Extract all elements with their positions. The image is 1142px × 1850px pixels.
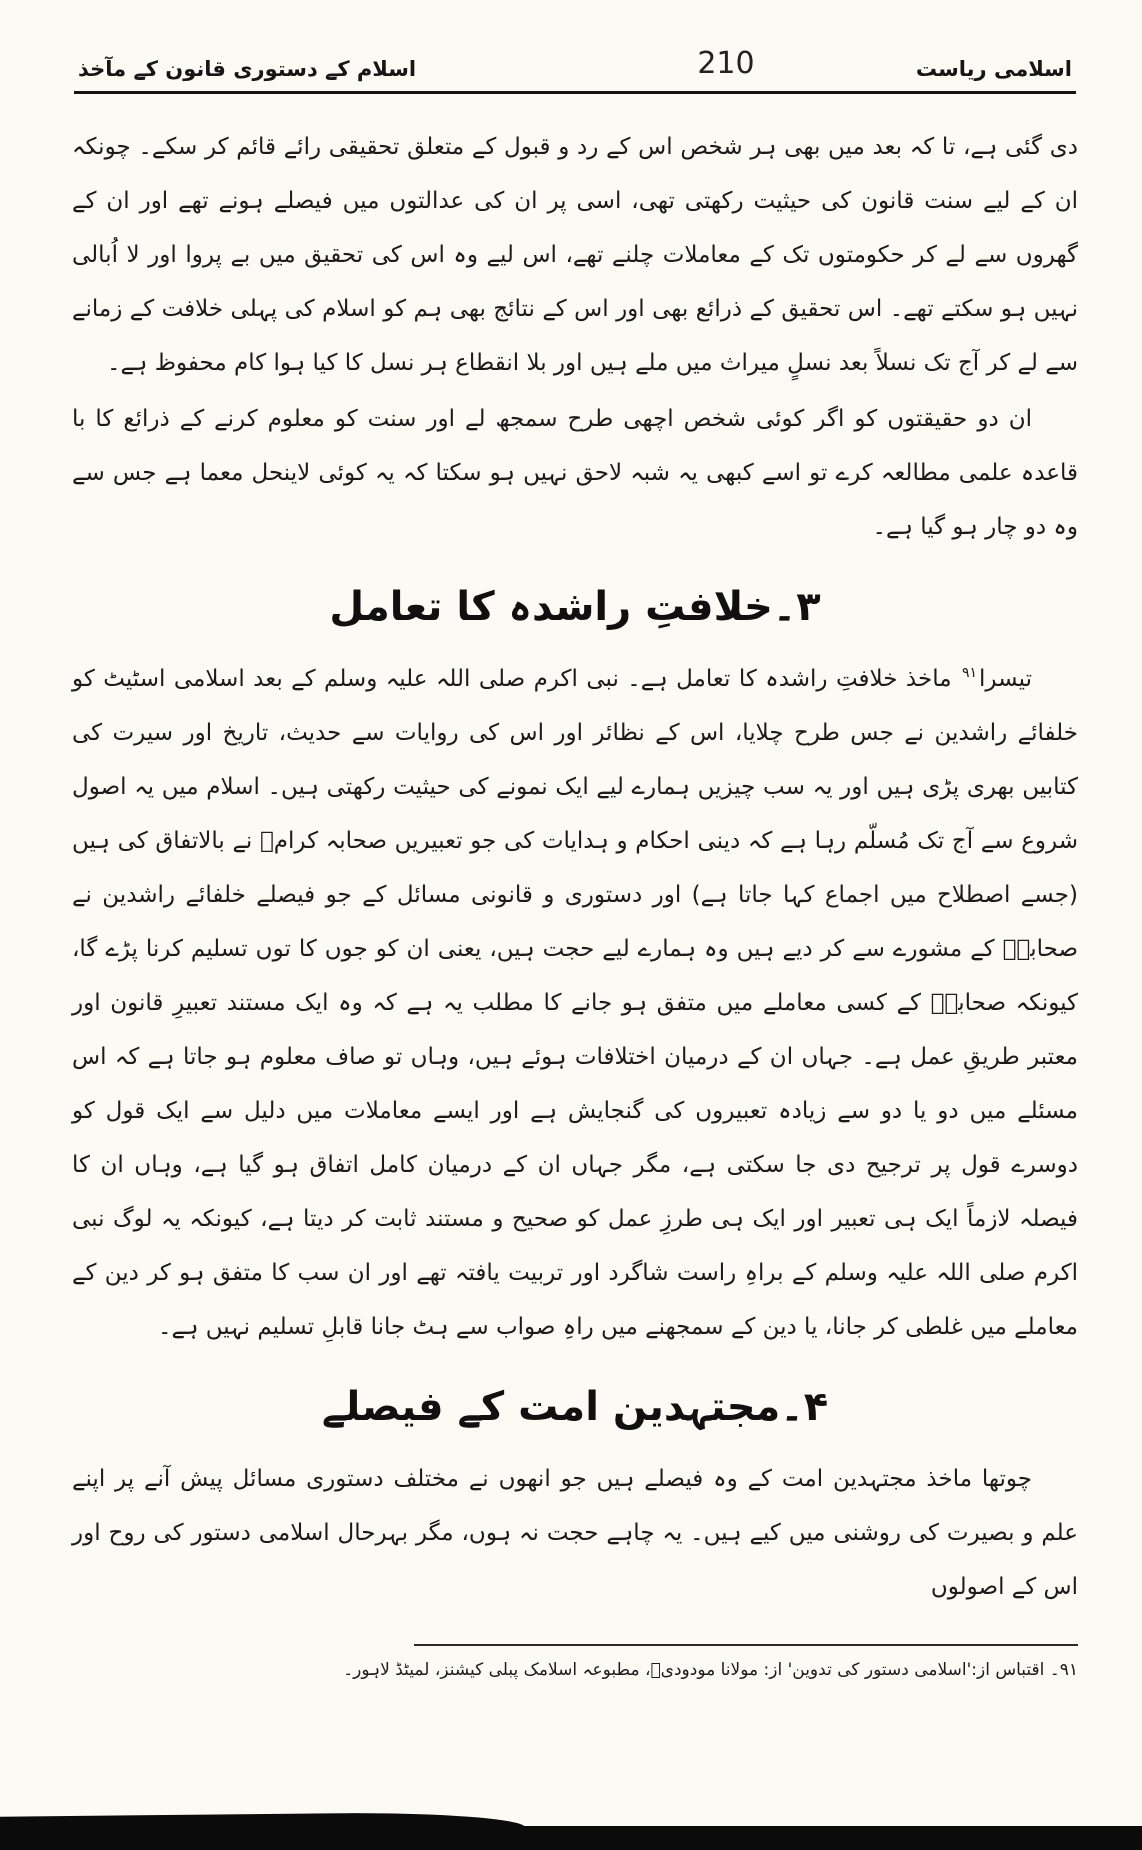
footnote-separator — [414, 1644, 1078, 1646]
header-rule — [74, 91, 1076, 94]
paragraph-2: ان دو حقیقتوں کو اگر کوئی شخص اچھی طرح سمجھ لے اور سنت کو معلوم کرنے کے ذرائع کا با قاعدہ علمی مطالعہ کرے تو اسے کبھی یہ شبہ لاحق نہیں ہو سکتا کہ یہ کوئی لاینحل معما ہے جس سے وہ دو چار ہو گیا ہے۔ — [72, 406, 1078, 540]
footnote-marker: ۹۱ — [962, 665, 978, 682]
page-header — [72, 46, 1078, 91]
scan-bottom-edge — [0, 1826, 1142, 1850]
paragraph-3-text: ماخذ خلافتِ راشدہ کا تعامل ہے۔ نبی اکرم صلی اللہ علیہ وسلم کے بعد اسلامی اسٹیٹ کو خلفائے راشدین نے جس طرح چلایا، اس کے نظائر اور اس کی روایات سے حدیث، تاریخ اور سیرت کی کتابیں بھری پڑی ہیں اور یہ سب چیزیں ہمارے لیے ایک نمونے کی حیثیت رکھتی ہیں۔ اسلام میں یہ اصول شروع سے آج تک مُسلّم رہا ہے کہ دینی احکام و ہدایات کی جو تعبیریں صحابہ کرامؓ نے بالاتفاق کی ہیں (جسے اصطلاح میں اجماع کہا جاتا ہے) اور دستوری و قانونی مسائل کے جو فیصلے خلفائے راشدین نے صحابہؓ کے مشورے سے کر دیے ہیں وہ ہمارے لیے حجت ہیں، یعنی ان کو جوں کا توں تسلیم کرنا پڑے گا، کیونکہ صحابہؓ کے کسی معاملے میں متفق ہو جانے کا مطلب یہ ہے کہ وہ ایک مستند تعبیرِ قانون اور معتبر طریقِ عمل ہے۔ جہاں ان کے درمیان اختلافات ہوئے ہیں، وہاں تو صاف معلوم ہو جاتا ہے کہ اس مسئلے میں دو یا دو سے زیادہ تعبیروں کی گنجایش ہے اور ایسے معاملات میں دلیل سے ایک قول کو دوسرے قول پر ترجیح دی جا سکتی ہے، مگر جہاں ان کے درمیان کامل اتفاق ہو گیا ہے، وہاں ان کا فیصلہ لازماً ایک ہی تعبیر اور ایک ہی طرزِ عمل کو صحیح و مستند ثابت کر دیتا ہے، کیونکہ یہ لوگ نبی اکرم صلی اللہ علیہ وسلم کے براہِ راست شاگرد اور تربیت یافتہ تھے اور ان سب کا متفق ہو کر دین کے معاملے میں غلطی کر جانا، یا دین کے سمجھنے میں راہِ صواب سے ہٹ جانا قابلِ تسلیم نہیں ہے۔ — [72, 666, 1078, 1340]
section-heading-3: ۳۔خلافتِ راشدہ کا تعامل — [329, 584, 821, 630]
paragraph-3 — [72, 652, 1078, 1354]
book-title: اسلامی ریاست — [915, 57, 1072, 81]
paragraph-1: دی گئی ہے، تا کہ بعد میں بھی ہر شخص اس کے رد و قبول کے متعلق تحقیقی رائے قائم کر سکے۔ چونکہ ان کے لیے سنت قانون کی حیثیت رکھتی تھی، اسی پر ان کی عدالتوں میں فیصلے ہونے تھے اور ان کے گھروں سے لے کر حکومتوں تک کے معاملات چلنے تھے، اس لیے وہ اس کی تحقیق میں بے پروا اور لا اُبالی نہیں ہو سکتے تھے۔ اس تحقیق کے ذرائع بھی اور اس کے نتائج بھی ہم کو اسلام کی پہلی خلافت کے زمانے سے لے کر آج تک نسلاً بعد نسلٍ میراث میں ملے ہیں اور بلا انقطاع ہر نسل کا کیا ہوا کام محفوظ ہے۔ — [72, 134, 1078, 376]
section-heading-4: ۴۔مجتہدین امت کے فیصلے — [321, 1384, 829, 1430]
chapter-title: اسلام کے دستوری قانون کے مآخذ — [78, 57, 417, 81]
paragraph-3-lead-word: تیسرا — [979, 666, 1032, 692]
page-number: 210 — [697, 46, 755, 81]
paragraph-4: چوتھا ماخذ مجتہدین امت کے وہ فیصلے ہیں جو انھوں نے مختلف دستوری مسائل پیش آنے پر اپنے علم و بصیرت کی روشنی میں کیے ہیں۔ یہ چاہے حجت نہ ہوں، مگر بہرحال اسلامی دستور کی روح اور اس کے اصولوں — [72, 1466, 1078, 1600]
footnote-text: ۹۱۔ اقتباس از:'اسلامی دستور کی تدوین' از: مولانا مودودیؒ، مطبوعہ اسلامک پبلی کیشنز، لمیٹڈ لاہور۔ — [343, 1660, 1078, 1680]
